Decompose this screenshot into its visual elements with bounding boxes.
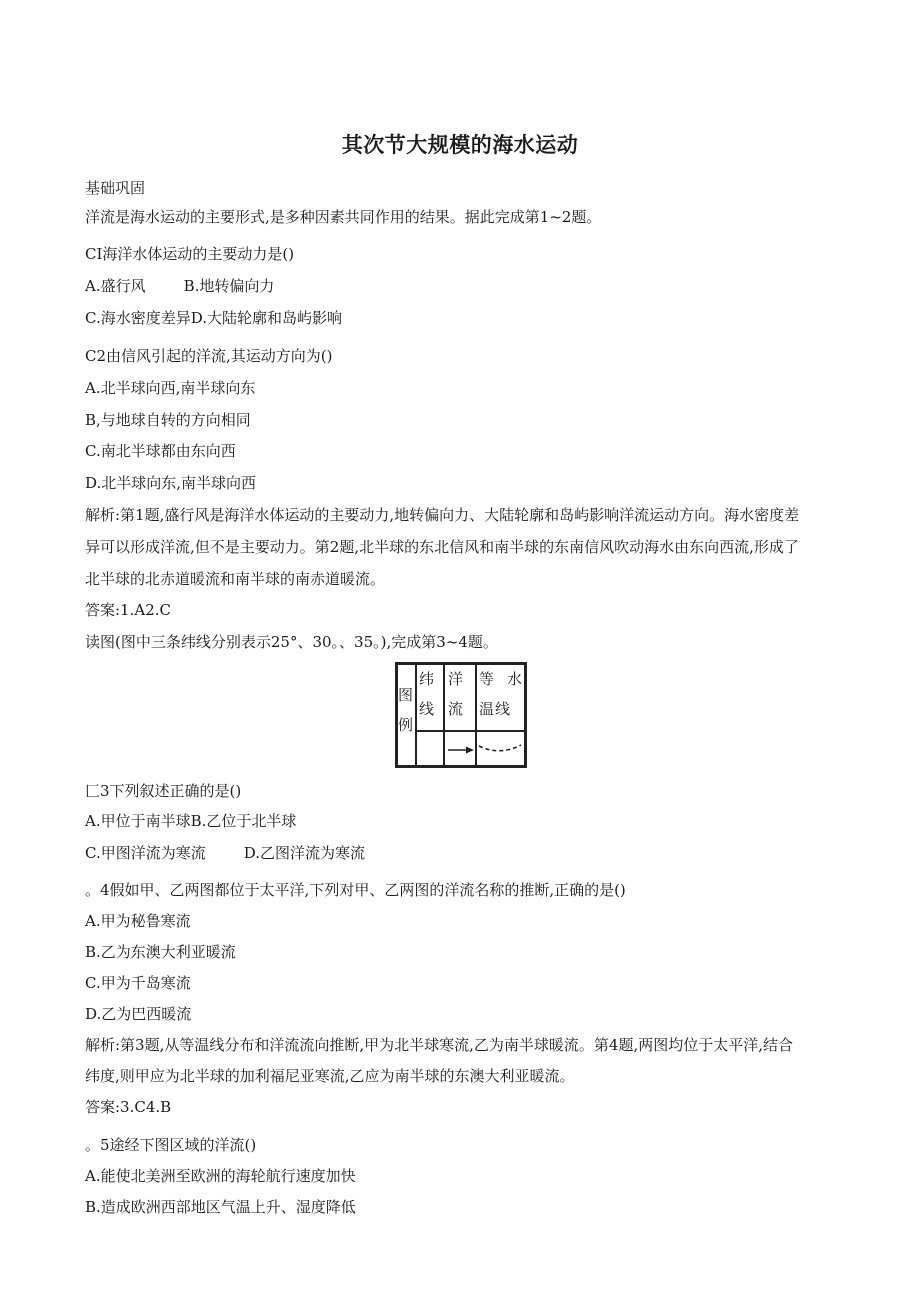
legend-header-char-1: 图 [398, 686, 414, 704]
question-3-stem: 匚3下列叙述正确的是() [85, 782, 242, 800]
analysis-1-2-line-2: 异可以形成洋流,但不是主要动力。第2题,北半球的东北信风和南半球的东南信风吹动海水由东向西流,形成了 [85, 538, 799, 556]
legend-header-char-2: 例 [398, 716, 414, 734]
legend-col2-char-2: 流 [448, 700, 464, 718]
question-3-options-cd [85, 843, 365, 863]
question-2-option-c: C.南北半球都由东向西 [85, 442, 236, 460]
intro-q3-q4: 读图(图中三条纬线分别表示25°、30。、35。),完成第3~4题。 [85, 633, 498, 651]
question-2-option-b: B,与地球自转的方向相同 [85, 411, 251, 429]
legend-col2-char-1: 洋 [448, 670, 464, 688]
question-5-stem: 。5途经下图区域的洋流() [85, 1136, 257, 1154]
question-2-option-d: D.北半球向东,南半球向西 [85, 474, 257, 492]
question-1-stem: CI海洋水体运动的主要动力是() [85, 245, 295, 263]
analysis-3-4-line-1: 解析:第3题,从等温线分布和洋流流向推断,甲为北半球寒流,乙为南半球暖流。第4题,两图均位于太平洋,结合 [85, 1036, 793, 1054]
question-4-option-b: B.乙为东澳大利亚暖流 [85, 943, 236, 961]
isotherm-dashed-line-icon [479, 745, 521, 751]
legend-col3-char-4: 线 [495, 700, 511, 718]
legend-col1-char-1: 纬 [419, 670, 435, 688]
question-2-stem: C2由信风引起的洋流,其运动方向为() [85, 347, 333, 365]
question-5-option-b: B.造成欧洲西部地区气温上升、湿度降低 [85, 1198, 356, 1216]
answer-1-2: 答案:1.A2.C [85, 601, 171, 619]
question-3-option-c: C.甲图洋流为寒流 [85, 844, 206, 862]
legend-col1-char-2: 线 [419, 700, 435, 718]
analysis-1-2-line-1: 解析:第1题,盛行风是海洋水体运动的主要动力,地转偏向力、大陆轮廓和岛屿影响洋流运动方向。海水密度差 [85, 506, 800, 524]
legend-col3-char-1: 等 [479, 670, 495, 688]
question-1-option-b: B.地转偏向力 [183, 277, 275, 295]
ocean-current-arrowhead-icon [466, 747, 474, 754]
question-3-options-ab: A.甲位于南半球B.乙位于北半球 [85, 812, 297, 830]
analysis-3-4-line-2: 纬度,则甲应为北半球的加利福尼亚寒流,乙应为南半球的东澳大利亚暖流。 [85, 1067, 575, 1085]
question-1-options-ab [85, 276, 274, 296]
question-4-stem: 。4假如甲、乙两图都位于太平洋,下列对甲、乙两图的洋流名称的推断,正确的是() [85, 881, 626, 899]
question-1-options-cd: C.海水密度差异D.大陆轮廓和岛屿影响 [85, 309, 342, 327]
question-3-option-d: D.乙图洋流为寒流 [243, 844, 365, 862]
question-2-option-a: A.北半球向西,南半球向东 [85, 379, 256, 397]
page-title: 其次节大规模的海水运动 [341, 133, 579, 157]
analysis-1-2-line-3: 北半球的北赤道暖流和南半球的南赤道暖流。 [85, 570, 386, 588]
legend-figure [395, 662, 527, 768]
legend-col3-char-2: 水 [507, 670, 523, 688]
legend-table [395, 662, 527, 768]
question-1-option-a: A.盛行风 [85, 277, 146, 295]
legend-col3-char-3: 温 [479, 700, 495, 718]
question-5-option-a: A.能使北美洲至欧洲的海轮航行速度加快 [85, 1167, 356, 1185]
question-4-option-c: C.甲为千岛寒流 [85, 974, 191, 992]
question-4-option-a: A.甲为秘鲁寒流 [85, 912, 191, 930]
question-4-option-d: D.乙为巴西暖流 [85, 1005, 192, 1023]
section-heading: 基础巩固 [85, 179, 146, 197]
intro-q1-q2: 洋流是海水运动的主要形式,是多种因素共同作用的结果。据此完成第1~2题。 [85, 208, 602, 226]
answer-3-4: 答案:3.C4.B [85, 1098, 172, 1116]
